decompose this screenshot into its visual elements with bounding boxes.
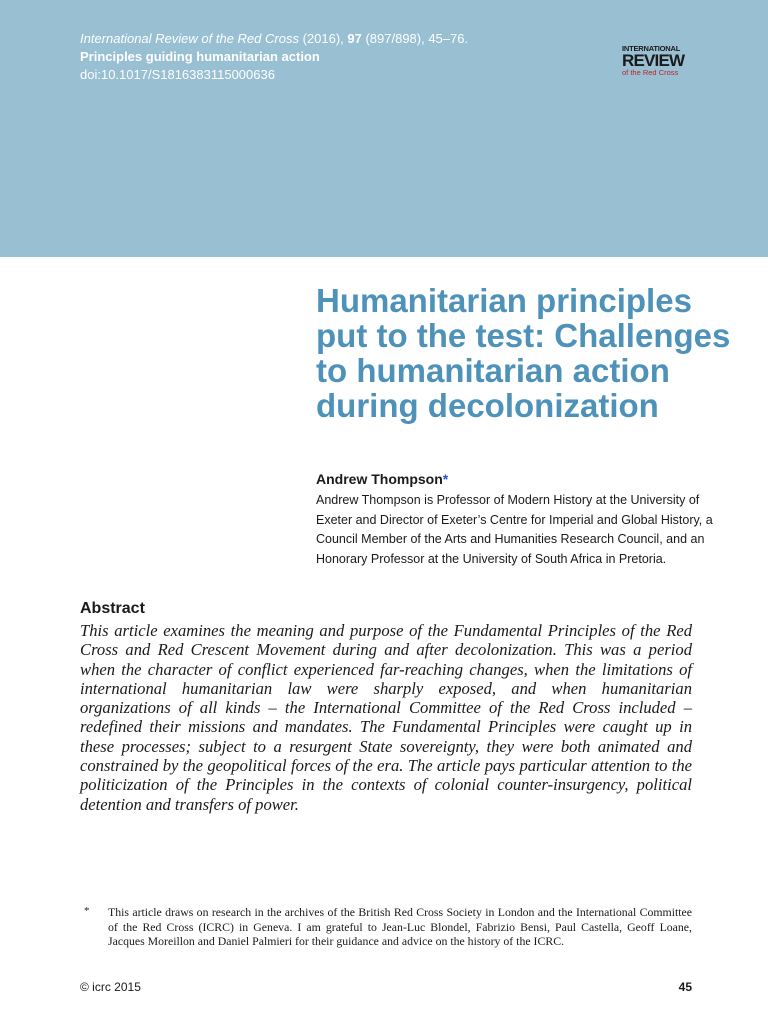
author-name-text: Andrew Thompson xyxy=(316,471,443,487)
citation-year: (2016), xyxy=(298,31,348,46)
copyright-notice: © icrc 2015 xyxy=(80,980,141,994)
citation-pages: (897/898), 45–76. xyxy=(361,31,469,46)
abstract-heading: Abstract xyxy=(80,600,145,617)
author-name xyxy=(316,471,448,487)
page-number: 45 xyxy=(678,980,692,994)
footnote-marker: * xyxy=(84,905,90,917)
journal-logo xyxy=(622,45,694,77)
doi-link[interactable]: doi:10.1017/S1816383115000636 xyxy=(80,67,275,82)
author-bio: Andrew Thompson is Professor of Modern History at the University of Exeter and Director of Exeter’s Centre for Imperial and Global History, a Council Member of the Arts and Humanities Research Council, and an Honorary Professor at the University of South Africa in Pretoria. xyxy=(316,493,713,566)
logo-top-text: INTERNATIONAL xyxy=(622,44,681,53)
header-banner xyxy=(0,0,768,257)
citation-line xyxy=(80,30,468,48)
author-footnote-link[interactable]: * xyxy=(442,471,449,487)
journal-name: International Review of the Red Cross xyxy=(80,31,299,46)
logo-main-text: REVIEW xyxy=(622,51,685,70)
volume-number: 97 xyxy=(347,31,362,46)
logo-bottom-text: of the Red Cross xyxy=(622,68,679,77)
section-title: Principles guiding humanitarian action xyxy=(80,49,320,64)
footnote-text: This article draws on research in the archives of the British Red Cross Society in London and the International Committee of the Red Cross (ICRC) in Geneva. I am grateful to Jean-Luc Blondel, Fabrizio Bensi, Paul Castella, Geoff Loane, Jacques Moreillon and Daniel Palmieri for their guidance and advice on the history of the ICRC. xyxy=(108,905,692,948)
abstract-body: This article examines the meaning and purpose of the Fundamental Principles of the Red Cross and Red Crescent Movement during and after decolonization. This was a period when the character of conflict experienced far-reaching changes, when the limitations of international humanitarian law were sharply exposed, and when humanitarian organizations of all kinds – the International Committee of the Red Cross included – redefined their missions and mandates. The Fundamental Principles were caught up in these processes; subject to a resurgent State sovereignty, they were both animated and constrained by the geopolitical forces of the era. The article pays particular attention to the politicization of the Principles in the contexts of colonial counter-insurgency, political detention and transfers of power. xyxy=(80,621,692,814)
article-title: Humanitarian principles put to the test: Challenges to humanitarian action during decolonization xyxy=(316,282,731,424)
